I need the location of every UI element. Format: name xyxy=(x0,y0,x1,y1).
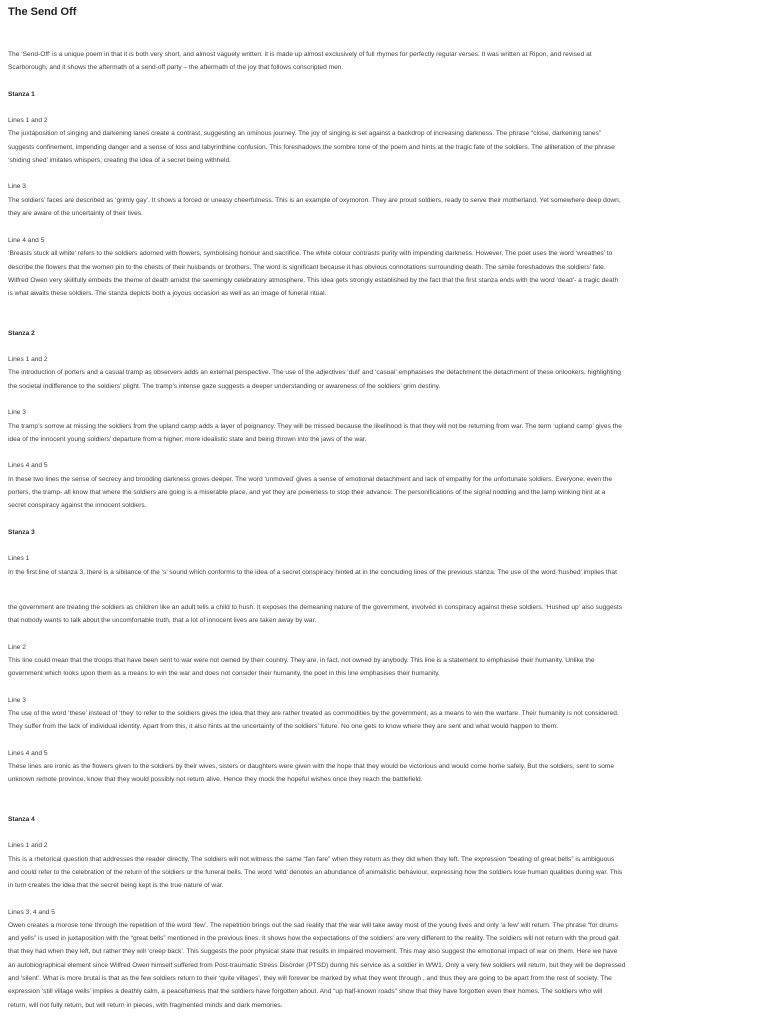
lines-label: Lines 4 and 5 xyxy=(8,462,48,469)
paragraph-line: porters, the tramp- all know that where the soldiers are going is a miserable place, and yet they are powerless to stop their advance. The personifications of the signal nodding and the lamp winking hint at a xyxy=(8,489,606,496)
paragraph-line: The use of the word ‘these’ instead of ‘they’ to refer to the soldiers gives the idea that they are rather treated as commodities by the government, as a means to win the warfare. Their humanity is not considered. xyxy=(8,710,619,717)
paragraph-line: they are aware of the uncertainty of their lives. xyxy=(8,210,143,217)
paragraph-line: unknown remote province, know that they would possibly not return alive. Hence they mock the hopeful wishes once they reach the battlefield. xyxy=(8,776,423,783)
paragraph-line: These lines are ironic as the flowers given to the soldiers by their wives, sisters or daughters were given with the hope that they would be victorious and would come home safely. But the soldiers, sent to some xyxy=(8,763,615,770)
paragraph-line: ‘Breasts stuck all white’ refers to the soldiers adorned with flowers, symbolising honour and sacrifice. The white colour contrasts purity with impending darkness. However, The poet uses the word ‘wreathes’ to xyxy=(8,250,613,257)
paragraph-line: secret conspiracy against the innocent soldiers. xyxy=(8,502,147,509)
paragraph-line: and could refer to the celebration of the return of the soldiers or the funeral bells. The word ‘wild’ denotes an abundance of animalistic behaviour, expressing how the soldiers lose human qualities during war. This xyxy=(8,869,623,876)
paragraph-line: The soldiers’ faces are described as ‘grimly gay’. It shows a forced or uneasy cheerfulness. This is an example of oxymoron. They are proud soldiers, ready to serve their motherland. Yet somewhere deep down, xyxy=(8,197,621,204)
paragraph-line: in turn creates the idea that the secret being kept is the true nature of war. xyxy=(8,882,224,889)
paragraph-line: idea of the innocent young soldiers’ departure from a higher, more idealistic state and being thrown into the jaws of the war. xyxy=(8,436,367,443)
paragraph-line: government which looks upon them as a means to win the war and does not consider their humanity, the poet in this line emphasises their humanity. xyxy=(8,670,440,677)
paragraph-line: The tramp’s sorrow at missing the soldiers from the upland camp adds a layer of poignancy. They will be missed because the likelihood is that they will not be returning from war. The term ‘upland camp’ gives the xyxy=(8,423,622,430)
paragraph-line: expression ‘still village wells’ implies a deathly calm, a peacefulness that the soldiers have forgotten about. And “up half-known roads” show that they have forgotten even their homes. The soldiers who will xyxy=(8,988,603,995)
lines-label: Line 4 and 5 xyxy=(8,237,45,244)
paragraph-line: the societal indifference to the soldiers’ plight. The tramp’s intense gaze suggests a deeper understanding or awareness of the soldiers’ grim destiny. xyxy=(8,383,441,390)
paragraph-line: In the first line of stanza 3, there is a sibilance of the ‘s’ sound which conforms to the idea of a secret conspiracy hinted at in the concluding lines of the previous stanza. The use of the word ‘hushed’ implies that xyxy=(8,569,617,576)
lines-label: Lines 1 and 2 xyxy=(8,356,48,363)
lines-label: Lines 1 and 2 xyxy=(8,117,48,124)
paragraph-line: They suffer from the lack of individual identity. Apart from this, it also hints at the uncertainty of the soldiers’ future. No one gets to know where they are sent and what would happen to them. xyxy=(8,723,559,730)
paragraph-line: that they had when they left, but rather they will ‘creep back’. This suggests the poor physical state that results in impaired movement. This may also suggest the emotional impact of war on them. Here we have xyxy=(8,948,618,955)
paragraph-line: Owen creates a morose tone through the repetition of the word ‘few’. The repetition brings out the sad reality that the war will take away most of the young lives and only ‘a few’ will return. The phrase “for drums xyxy=(8,922,618,929)
stanza-heading: Stanza 1 xyxy=(8,91,35,98)
stanza-heading: Stanza 2 xyxy=(8,330,35,337)
paragraph-line: the government are treating the soldiers as children like an adult tells a child to hush. It exposes the demeaning nature of the government, involved in conspiracy against these soldiers. ‘Hushed up’ also suggests xyxy=(8,604,623,611)
lines-label: Lines 1 xyxy=(8,555,30,562)
paragraph-line: an autobiographical element since Wilfred Owen himself suffered from Post-traumatic Stress Disorder (PTSD) during his service as a soldier in WW1. Only a very few soldiers will return, but they will be depressed xyxy=(8,962,626,969)
paragraph-line: Wilfred Owen very skillfully embeds the theme of death amidst the seemingly celebratory atmosphere. This idea gets strongly established by the fact that the first stanza ends with the word ‘dead’- a tragic death xyxy=(8,277,619,284)
paragraph-line: The introduction of porters and a casual tramp as observers adds an external perspective. The use of the adjectives ‘dull’ and ‘casual’ emphasises the detachment the detachment of these onlookers, highlighting xyxy=(8,369,621,376)
intro-line: The ‘Send-Off’ is a unique poem in that it is both very short, and almost vaguely written: it is made up almost exclusively of full rhymes for perfectly regular verses. It was written at Ripon, and revised at xyxy=(8,51,592,58)
paragraph-line: return, will not fully return, but will return in pieces, with fragmented minds and dark memories. xyxy=(8,1002,283,1009)
intro-line: Scarborough, and it shows the aftermath of a send-off party – the aftermath of the joy that follows conscripted men. xyxy=(8,64,344,71)
paragraph-line: ‘shiding shed’ imitates whispers, creating the idea of a secret being withheld. xyxy=(8,157,231,164)
paragraph-line: suggests confinement, impending danger and a sense of loss and labyrinthine confusion. This foreshadows the sombre tone of the poem and hints at the tragic fate of the soldiers. The alliteration of the phrase xyxy=(8,144,615,151)
paragraph-line: The juxtaposition of singing and darkening lanes create a contrast, suggesting an ominous journey. The joy of singing is set against a backdrop of increasing darkness. The phrase “close, darkening lanes” xyxy=(8,130,602,137)
lines-label: Line 3 xyxy=(8,183,26,190)
lines-label: Line 2 xyxy=(8,644,26,651)
lines-label: Lines 1 and 2 xyxy=(8,842,48,849)
stanza-heading: Stanza 4 xyxy=(8,816,35,823)
paragraph-line: is what awaits these soldiers. The stanza depicts both a joyous occasion as well as an image of funeral ritual. xyxy=(8,290,327,297)
lines-label: Line 3 xyxy=(8,697,26,704)
page-title: The Send Off xyxy=(8,6,77,18)
paragraph-line: This is a rhetorical question that addresses the reader directly. The soldiers will not witness the same “fan fare” when they return as they did when they left. The expression “beating of great bells” is ambiguous xyxy=(8,856,615,863)
paragraph-line: and ‘silent’. What is more brutal is that as the few soldiers return to their ‘quite villages’, they will forever be marked by what they went through , and thus they are going to be apart from the rest of society. The xyxy=(8,975,612,982)
paragraph-line: that nobody wants to talk about the uncomfortable truth, that a lot of innocent lives are taken away by war. xyxy=(8,617,317,624)
paragraph-line: describe the flowers that the women pin to the chests of their husbands or brothers. The word is significant because it has obvious connotations surrounding death. The simile foreshadows the soldiers’ fate. xyxy=(8,264,606,271)
stanza-heading: Stanza 3 xyxy=(8,529,35,536)
paragraph-line: This line could mean that the troops that have been sent to war were not owned by their country. They are, in fact, not owned by anybody. This line is a statement to emphasise their humanity. Unlike the xyxy=(8,657,595,664)
paragraph-line: and yells” is used in juxtaposition with the “great bells” mentioned in the previous lines. It shows how the expectations of the soldiers’ are very different to the reality. The soldiers will not return with the proud gait xyxy=(8,935,619,942)
lines-label: Lines 3, 4 and 5 xyxy=(8,909,55,916)
lines-label: Lines 4 and 5 xyxy=(8,750,48,757)
lines-label: Line 3 xyxy=(8,409,26,416)
paragraph-line: In these two lines the sense of secrecy and brooding darkness grows deeper. The word ‘unmoved’ gives a sense of emotional detachment and lack of empathy for the unfortunate soldiers. Everyone, even the xyxy=(8,476,613,483)
